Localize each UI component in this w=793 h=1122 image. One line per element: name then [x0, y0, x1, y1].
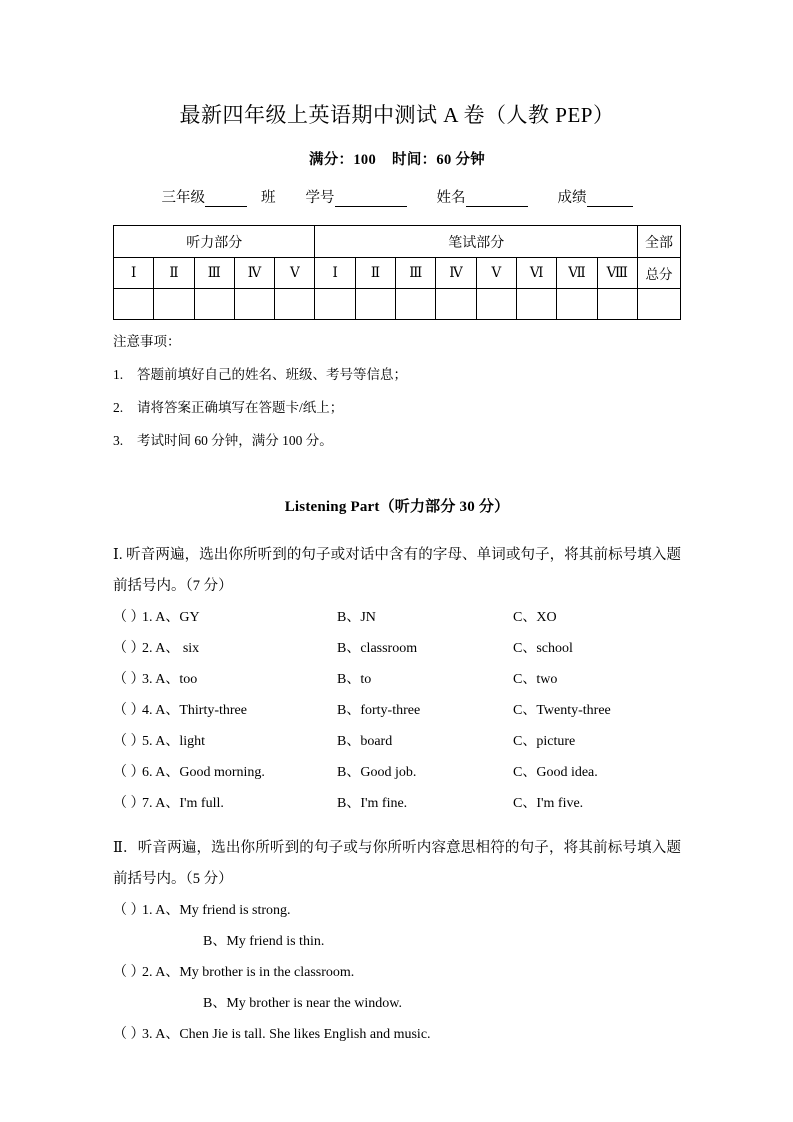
notes-heading: 注意事项：: [113, 334, 181, 349]
score-cell-listening-3[interactable]: [194, 289, 234, 320]
option-a[interactable]: 1. A、My friend is strong.: [142, 903, 291, 918]
option-a[interactable]: 2. A、 six: [142, 641, 200, 656]
time-label: 时间：: [392, 152, 437, 168]
question-row: [113, 895, 681, 926]
written-col-8: Ⅷ: [597, 258, 637, 289]
question-row: [113, 664, 681, 695]
question-row: [113, 1019, 681, 1050]
score-cell-written-1[interactable]: [315, 289, 355, 320]
option-a[interactable]: 4. A、Thirty-three: [142, 703, 247, 718]
answer-blank[interactable]: （ ）: [113, 765, 145, 780]
student-info-line: [113, 186, 681, 207]
note-number-2: 2.: [113, 400, 124, 415]
option-b-row: [113, 926, 681, 957]
full-score-label: 满分：: [308, 152, 354, 168]
answer-blank[interactable]: （ ）: [113, 703, 145, 718]
table-row-sections: [114, 258, 681, 289]
question-row: [113, 957, 681, 988]
option-b[interactable]: B、classroom: [337, 641, 418, 656]
answer-blank[interactable]: （ ）: [113, 610, 145, 625]
option-b-row: [113, 988, 681, 1019]
option-c[interactable]: C、Good idea.: [513, 765, 598, 780]
written-col-6: Ⅵ: [516, 258, 556, 289]
note-number-1: 1.: [113, 367, 124, 382]
option-a[interactable]: 6. A、Good morning.: [142, 765, 265, 780]
question-row: [113, 633, 681, 664]
written-col-1: Ⅰ: [315, 258, 355, 289]
option-c[interactable]: C、I'm five.: [513, 796, 584, 811]
score-cell-written-3[interactable]: [396, 289, 436, 320]
score-cell-written-6[interactable]: [516, 289, 556, 320]
score-table: [113, 225, 681, 320]
section-1-instruction: Ⅰ. 听音两遍，选出你所听到的句子或对话中含有的字母、单词或句子，将其前标号填入题前括号内。（7 分）: [113, 547, 681, 594]
option-a[interactable]: 7. A、I'm full.: [142, 796, 224, 811]
listening-col-3: Ⅲ: [194, 258, 234, 289]
option-c[interactable]: C、XO: [513, 610, 557, 625]
class-label: 班: [261, 190, 276, 206]
answer-blank[interactable]: （ ）: [113, 796, 145, 811]
option-c[interactable]: C、school: [513, 641, 573, 656]
name-label: 姓名: [436, 190, 466, 206]
question-block: [113, 957, 681, 1019]
option-b[interactable]: B、I'm fine.: [337, 796, 408, 811]
question-block: [113, 895, 681, 957]
score-time-line: [113, 148, 681, 169]
answer-blank[interactable]: （ ）: [113, 641, 145, 656]
score-cell-listening-4[interactable]: [234, 289, 274, 320]
written-col-3: Ⅲ: [396, 258, 436, 289]
answer-blank[interactable]: （ ）: [113, 965, 145, 980]
table-row-groups: [114, 226, 681, 258]
note-text-1: 答题前填好自己的姓名、班级、考号等信息；: [137, 367, 407, 382]
option-b[interactable]: B、My brother is near the window.: [203, 996, 402, 1011]
answer-blank[interactable]: （ ）: [113, 672, 145, 687]
note-item-1: [113, 365, 681, 385]
table-row-scores: [114, 289, 681, 320]
option-c[interactable]: C、two: [513, 672, 558, 687]
question-row: [113, 788, 681, 819]
score-cell-listening-1[interactable]: [114, 289, 154, 320]
question-row: [113, 695, 681, 726]
student-id-label: 学号: [305, 190, 335, 206]
answer-blank[interactable]: （ ）: [113, 734, 145, 749]
note-number-3: 3.: [113, 433, 124, 448]
group-all-header: 全部: [638, 226, 681, 258]
option-b[interactable]: B、JN: [337, 610, 376, 625]
option-b[interactable]: B、Good job.: [337, 765, 417, 780]
note-text-2: 请将答案正确填写在答题卡/纸上；: [137, 400, 344, 415]
question-block: [113, 1019, 681, 1050]
student-id-input[interactable]: [335, 192, 407, 207]
result-input[interactable]: [587, 192, 633, 207]
listening-col-5: Ⅴ: [275, 258, 315, 289]
written-col-2: Ⅱ: [355, 258, 395, 289]
score-cell-written-8[interactable]: [597, 289, 637, 320]
grade-label: 三年级: [161, 190, 205, 206]
score-cell-written-7[interactable]: [557, 289, 597, 320]
option-b[interactable]: B、forty-three: [337, 703, 421, 718]
score-cell-listening-5[interactable]: [275, 289, 315, 320]
group-written-header: 笔试部分: [315, 226, 638, 258]
option-a[interactable]: 1. A、GY: [142, 610, 200, 625]
time-value: 60 分钟: [436, 152, 486, 168]
written-col-4: Ⅳ: [436, 258, 476, 289]
note-item-2: [113, 398, 681, 418]
score-cell-written-4[interactable]: [436, 289, 476, 320]
section-2-instruction: Ⅱ．听音两遍，选出你所听到的句子或与你所听内容意思相符的句子，将其前标号填入题前括号内。（5 分）: [113, 840, 681, 887]
question-row: [113, 602, 681, 633]
answer-blank[interactable]: （ ）: [113, 903, 145, 918]
option-a[interactable]: 5. A、light: [142, 734, 206, 749]
note-text-3: 考试时间 60 分钟，满分 100 分。: [137, 433, 333, 448]
listening-col-1: Ⅰ: [114, 258, 154, 289]
score-cell-written-2[interactable]: [355, 289, 395, 320]
score-cell-listening-2[interactable]: [154, 289, 194, 320]
listening-col-4: Ⅳ: [234, 258, 274, 289]
note-item-3: [113, 431, 681, 451]
option-b[interactable]: B、to: [337, 672, 372, 687]
option-a[interactable]: 3. A、Chen Jie is tall. She likes English and music.: [142, 1027, 431, 1042]
option-a[interactable]: 2. A、My brother is in the classroom.: [142, 965, 355, 980]
name-input[interactable]: [466, 192, 528, 207]
listening-part-heading: Listening Part（听力部分 30 分）: [284, 499, 510, 515]
group-listening-header: 听力部分: [114, 226, 315, 258]
answer-blank[interactable]: （ ）: [113, 1027, 145, 1042]
score-cell-written-5[interactable]: [476, 289, 516, 320]
option-a[interactable]: 3. A、too: [142, 672, 198, 687]
question-row: [113, 726, 681, 757]
full-score-value: 100: [353, 152, 377, 168]
listening-col-2: Ⅱ: [154, 258, 194, 289]
total-score-header: 总分: [638, 258, 681, 289]
written-col-5: Ⅴ: [476, 258, 516, 289]
written-col-7: Ⅶ: [557, 258, 597, 289]
option-b[interactable]: B、My friend is thin.: [203, 934, 325, 949]
result-label: 成绩: [557, 190, 587, 206]
option-c[interactable]: C、picture: [513, 734, 576, 749]
page-content: [113, 0, 681, 1050]
grade-input[interactable]: [205, 192, 247, 207]
score-cell-total[interactable]: [638, 289, 681, 320]
page-title: 最新四年级上英语期中测试 A 卷（人教 PEP）: [179, 103, 615, 127]
option-c[interactable]: C、Twenty-three: [513, 703, 611, 718]
option-b[interactable]: B、board: [337, 734, 393, 749]
question-row: [113, 757, 681, 788]
